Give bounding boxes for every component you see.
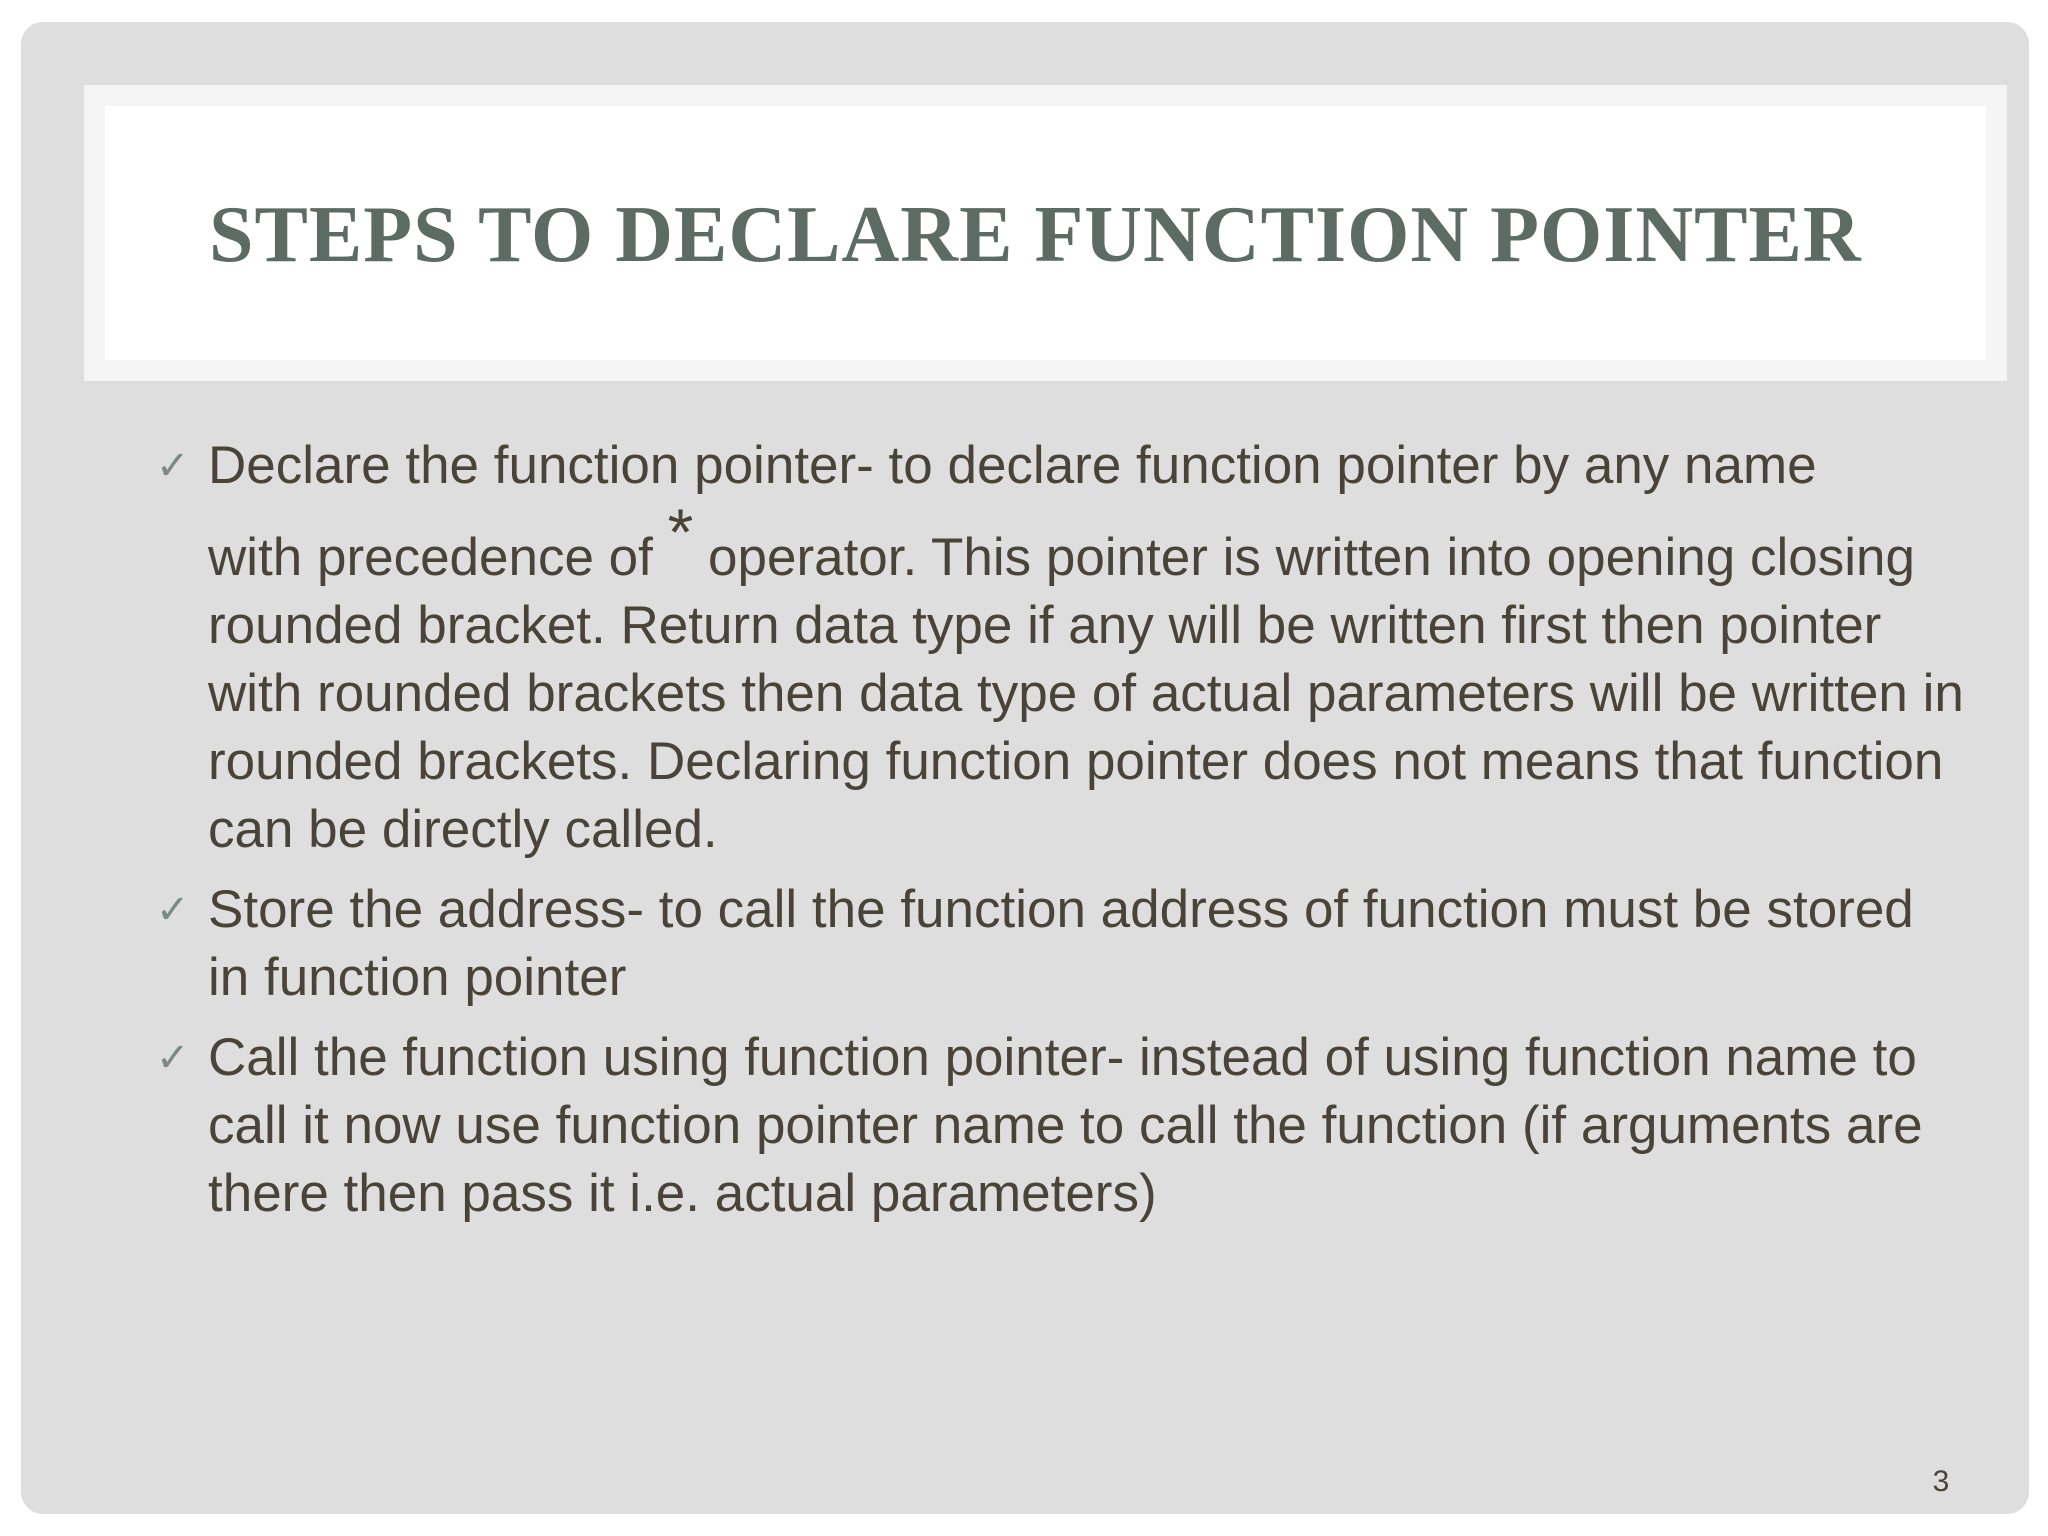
bullet-text: with precedence of [208, 528, 668, 587]
asterisk-symbol: * [667, 495, 694, 569]
slide-title: STEPS TO DECLARE FUNCTION POINTER [209, 190, 1862, 279]
checkmark-icon: ✓ [156, 443, 190, 489]
checkmark-icon: ✓ [156, 887, 190, 933]
bullet-text: operator. This pointer is written into opening closing rounded bracket. Return data type if any will be written first then pointer with rounded brackets then data type of actual parameters will be written in rounded brackets. Declaring function pointer does not means that function can be directly called. [208, 528, 1964, 859]
title-box [105, 106, 1986, 360]
bullet-text: Store the address- to call the function address of function must be stored in function pointer [208, 880, 1914, 1007]
bullet-text-line: Declare the function pointer- to declare function pointer by any name [208, 436, 1817, 495]
bullet-item [156, 876, 1966, 1012]
title-frame [84, 85, 2007, 381]
bullet-text-continued [208, 495, 1966, 864]
slide [21, 22, 2029, 1514]
bullet-item [156, 1024, 1966, 1228]
slide-number: 3 [1932, 1465, 1950, 1498]
bullet-item [156, 432, 1966, 864]
checkmark-icon: ✓ [156, 1035, 190, 1081]
bullet-list [156, 432, 1966, 1228]
bullet-text: Call the function using function pointer- instead of using function name to call it now use function pointer name to call the function (if arguments are there then pass it i.e. actual parameters) [208, 1028, 1923, 1223]
